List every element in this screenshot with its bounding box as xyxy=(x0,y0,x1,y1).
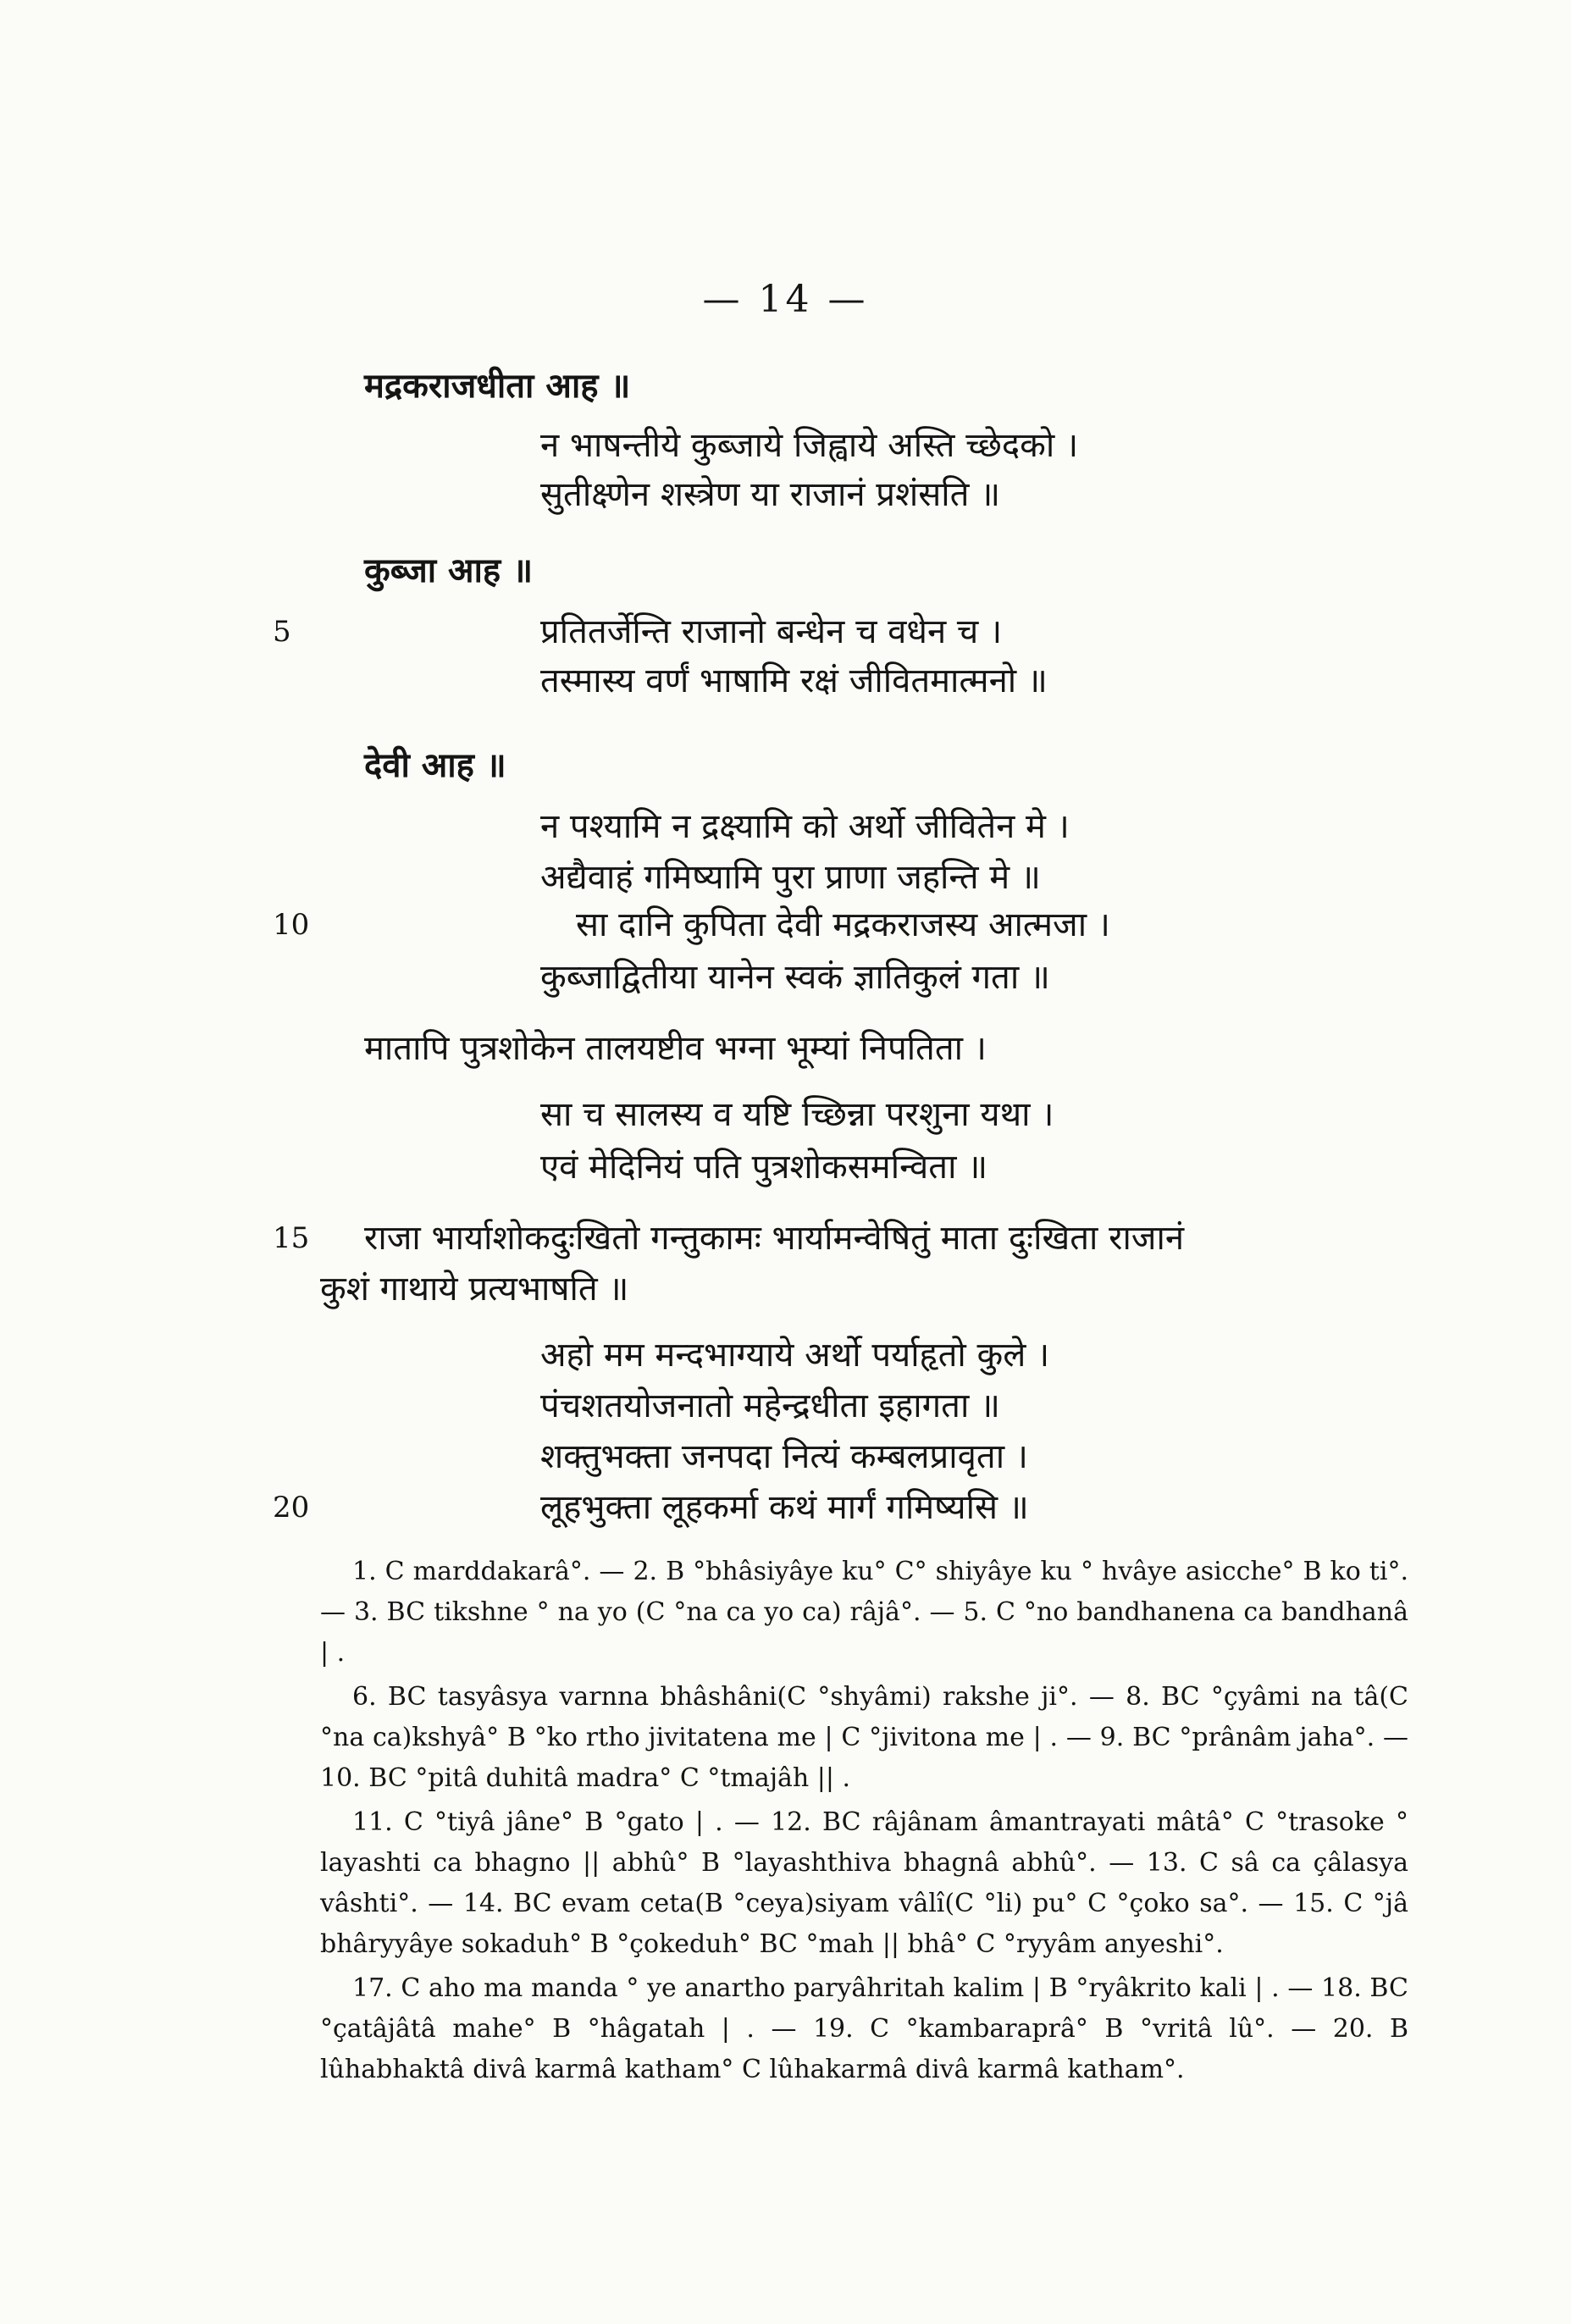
footnote-block: 17. C aho ma manda ° ye anartho paryâhritah kalim | B °ryâkrito kali | . — 18. BC °çatâjâtâ mahe° B °hâgatah | . — 19. C °kambaraprâ° B °vritâ lû°. — 20. B lûhabhaktâ divâ karmâ katham° C lûhakarmâ divâ karmâ katham°. xyxy=(320,1973,1408,2084)
footnote-block: 6. BC tasyâsya varnna bhâshâni(C °shyâmi) rakshe ji°. — 8. BC °çyâmi na tâ(C °na ca)kshyâ° B °ko rtho jivitatena me | C °jivitona me | . — 9. BC °prânâm jaha°. — 10. BC °pitâ duhitâ madra° C °tmajâh || . xyxy=(320,1682,1408,1793)
verse-line: तस्मास्य वर्णं भाषामि रक्षं जीवितमात्मनो ॥ xyxy=(540,661,1048,700)
line-number: 15 xyxy=(273,1221,310,1255)
verse-line: सा दानि कुपिता देवी मद्रकराजस्य आत्मजा । xyxy=(576,905,1110,944)
verse-line: अद्यैवाहं गमिष्यामि पुरा प्राणा जहन्ति मे ॥ xyxy=(540,858,1041,897)
verse-line: पंचशतयोजनातो महेन्द्रधीता इहागता ॥ xyxy=(540,1386,1000,1425)
line-number: 20 xyxy=(273,1491,310,1524)
footnote-block: 1. C marddakarâ°. — 2. B °bhâsiyâye ku° C° shiyâye ku ° hvâye asicche° B ko ti°. — 3. BC tikshne ° na yo (C °na ca yo ca) râjâ°. — 5. C °no bandhanena ca bandhanâ | . xyxy=(320,1557,1408,1668)
prose-line: मातापि पुत्रशोकेन तालयष्टीव भग्ना भूम्यां निपतिता । xyxy=(364,1029,987,1068)
verse-line: न भाषन्तीये कुब्जाये जिह्वाये अस्ति च्छेदको । xyxy=(540,426,1079,465)
prose-line: राजा भार्याशोकदुःखितो गन्तुकामः भार्यामन्वेषितुं माता दुःखिता राजानं xyxy=(364,1219,1185,1258)
footnote-block: 11. C °tiyâ jâne° B °gato | . — 12. BC râjânam âmantrayati mâtâ° C °trasoke ° layashti ca bhagno || abhû° B °layashthiva bhagnâ abhû°. — 13. C sâ ca çâlasya vâshti°. — 14. BC evam ceta(B °ceya)siyam vâlî(C °li) pu° C °çoko sa°. — 15. C °jâ bhâryyâye sokaduh° B °çokeduh° BC °mah || bhâ° C °ryyâm anyeshi°. xyxy=(320,1807,1408,1959)
speaker-heading: मद्रकराजधीता आह ॥ xyxy=(364,366,631,406)
line-number: 10 xyxy=(273,908,310,942)
verse-line: एवं मेदिनियं पति पुत्रशोकसमन्विता ॥ xyxy=(540,1148,988,1187)
verse-line: लूहभुक्ता लूहकर्मा कथं मार्गं गमिष्यसि ॥ xyxy=(540,1488,1029,1527)
verse-line: न पश्यामि न द्रक्ष्यामि को अर्थो जीवितेन मे । xyxy=(540,807,1070,846)
prose-line: कुशं गाथाये प्रत्यभाषति ॥ xyxy=(320,1270,629,1309)
verse-line: सा च सालस्य व यष्टि च्छिन्ना परशुना यथा । xyxy=(540,1095,1054,1134)
verse-line: सुतीक्ष्णेन शस्त्रेण या राजानं प्रशंसति ॥ xyxy=(540,475,1001,514)
speaker-heading: देवी आह ॥ xyxy=(364,745,506,785)
verse-line: प्रतितर्जेन्ति राजानो बन्धेन च वधेन च । xyxy=(540,612,1003,651)
verse-line: अहो मम मन्दभाग्याये अर्थो पर्याहृतो कुले । xyxy=(540,1336,1050,1375)
page-number: — 14 — xyxy=(702,278,869,321)
footnotes xyxy=(320,1552,1408,2094)
speaker-heading: कुब्जा आह ॥ xyxy=(364,551,534,590)
line-number: 5 xyxy=(273,615,291,649)
verse-line: शक्तुभक्ता जनपदा नित्यं कम्बलप्रावृता । xyxy=(540,1437,1028,1476)
verse-line: कुब्जाद्वितीया यानेन स्वकं ज्ञातिकुलं गता ॥ xyxy=(540,958,1050,997)
